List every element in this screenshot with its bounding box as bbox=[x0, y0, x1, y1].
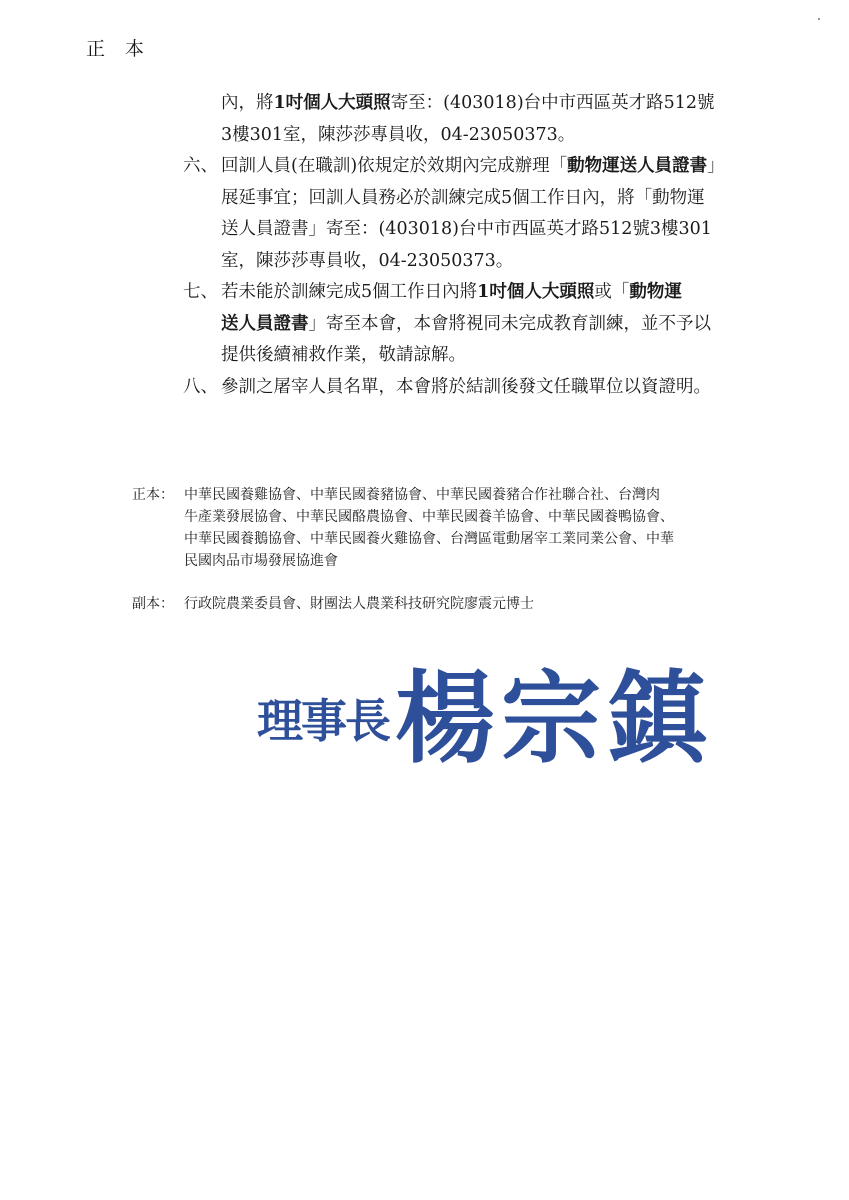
seal-title-text: 理事長 bbox=[257, 696, 389, 747]
item-six bbox=[183, 151, 773, 277]
item-text: 參訓之屠宰人員名單，本會將於結訓後發文任職單位以資證明。 bbox=[221, 376, 711, 397]
document-body bbox=[183, 88, 773, 403]
item-number: 八、 bbox=[183, 376, 218, 397]
distribution-copy bbox=[132, 593, 794, 615]
distribution-main-list: 中華民國養雞協會、中華民國養豬協會、中華民國養豬合作社聯合社、台灣肉 牛產業發展協會、中華民國酪農協會、中華民國養羊協會、中華民國養鴨協會、 中華民國養鵝協會、中華民國養火雞協會、台灣區電動屠宰工業同業公會、中華 民國肉品市場發展協進會 bbox=[184, 487, 674, 569]
distribution-copy-label: 副本： bbox=[132, 596, 174, 612]
page-label: 正本 bbox=[86, 38, 165, 60]
item-eight bbox=[183, 372, 773, 404]
item-text: 回訓人員(在職訓)依規定於效期內完成辦理「動物運送人員證書」 展延事宜；回訓人員務必於訓練完成5個工作日內，將「動物運 送人員證書」寄至：(403018)台中市西區英才路512號3樓301 室，陳莎莎專員收，04-23050373。 bbox=[221, 156, 725, 271]
distribution-copy-list: 行政院農業委員會、財團法人農業科技研究院廖震元博士 bbox=[184, 596, 534, 612]
seal-name-text: 楊宗鎮 bbox=[395, 664, 713, 775]
scan-dot bbox=[818, 18, 820, 20]
continuation-line-1: 內，將1吋個人大頭照寄至：(403018)台中市西區英才路512號 bbox=[221, 93, 715, 113]
item-text: 若未能於訓練完成5個工作日內將1吋個人大頭照或「動物運 送人員證書」寄至本會，本會將視同未完成教育訓練，並不予以 提供後續補救作業，敬請諒解。 bbox=[221, 282, 711, 365]
item-number: 六、 bbox=[183, 156, 218, 176]
item-seven bbox=[183, 277, 773, 372]
item-number: 七、 bbox=[183, 282, 218, 302]
distribution-main bbox=[132, 484, 794, 572]
distribution-main-label: 正本： bbox=[132, 487, 174, 503]
chairman-seal bbox=[255, 655, 725, 775]
continuation-line-2: 3樓301室，陳莎莎專員收，04-23050373。 bbox=[221, 124, 576, 145]
